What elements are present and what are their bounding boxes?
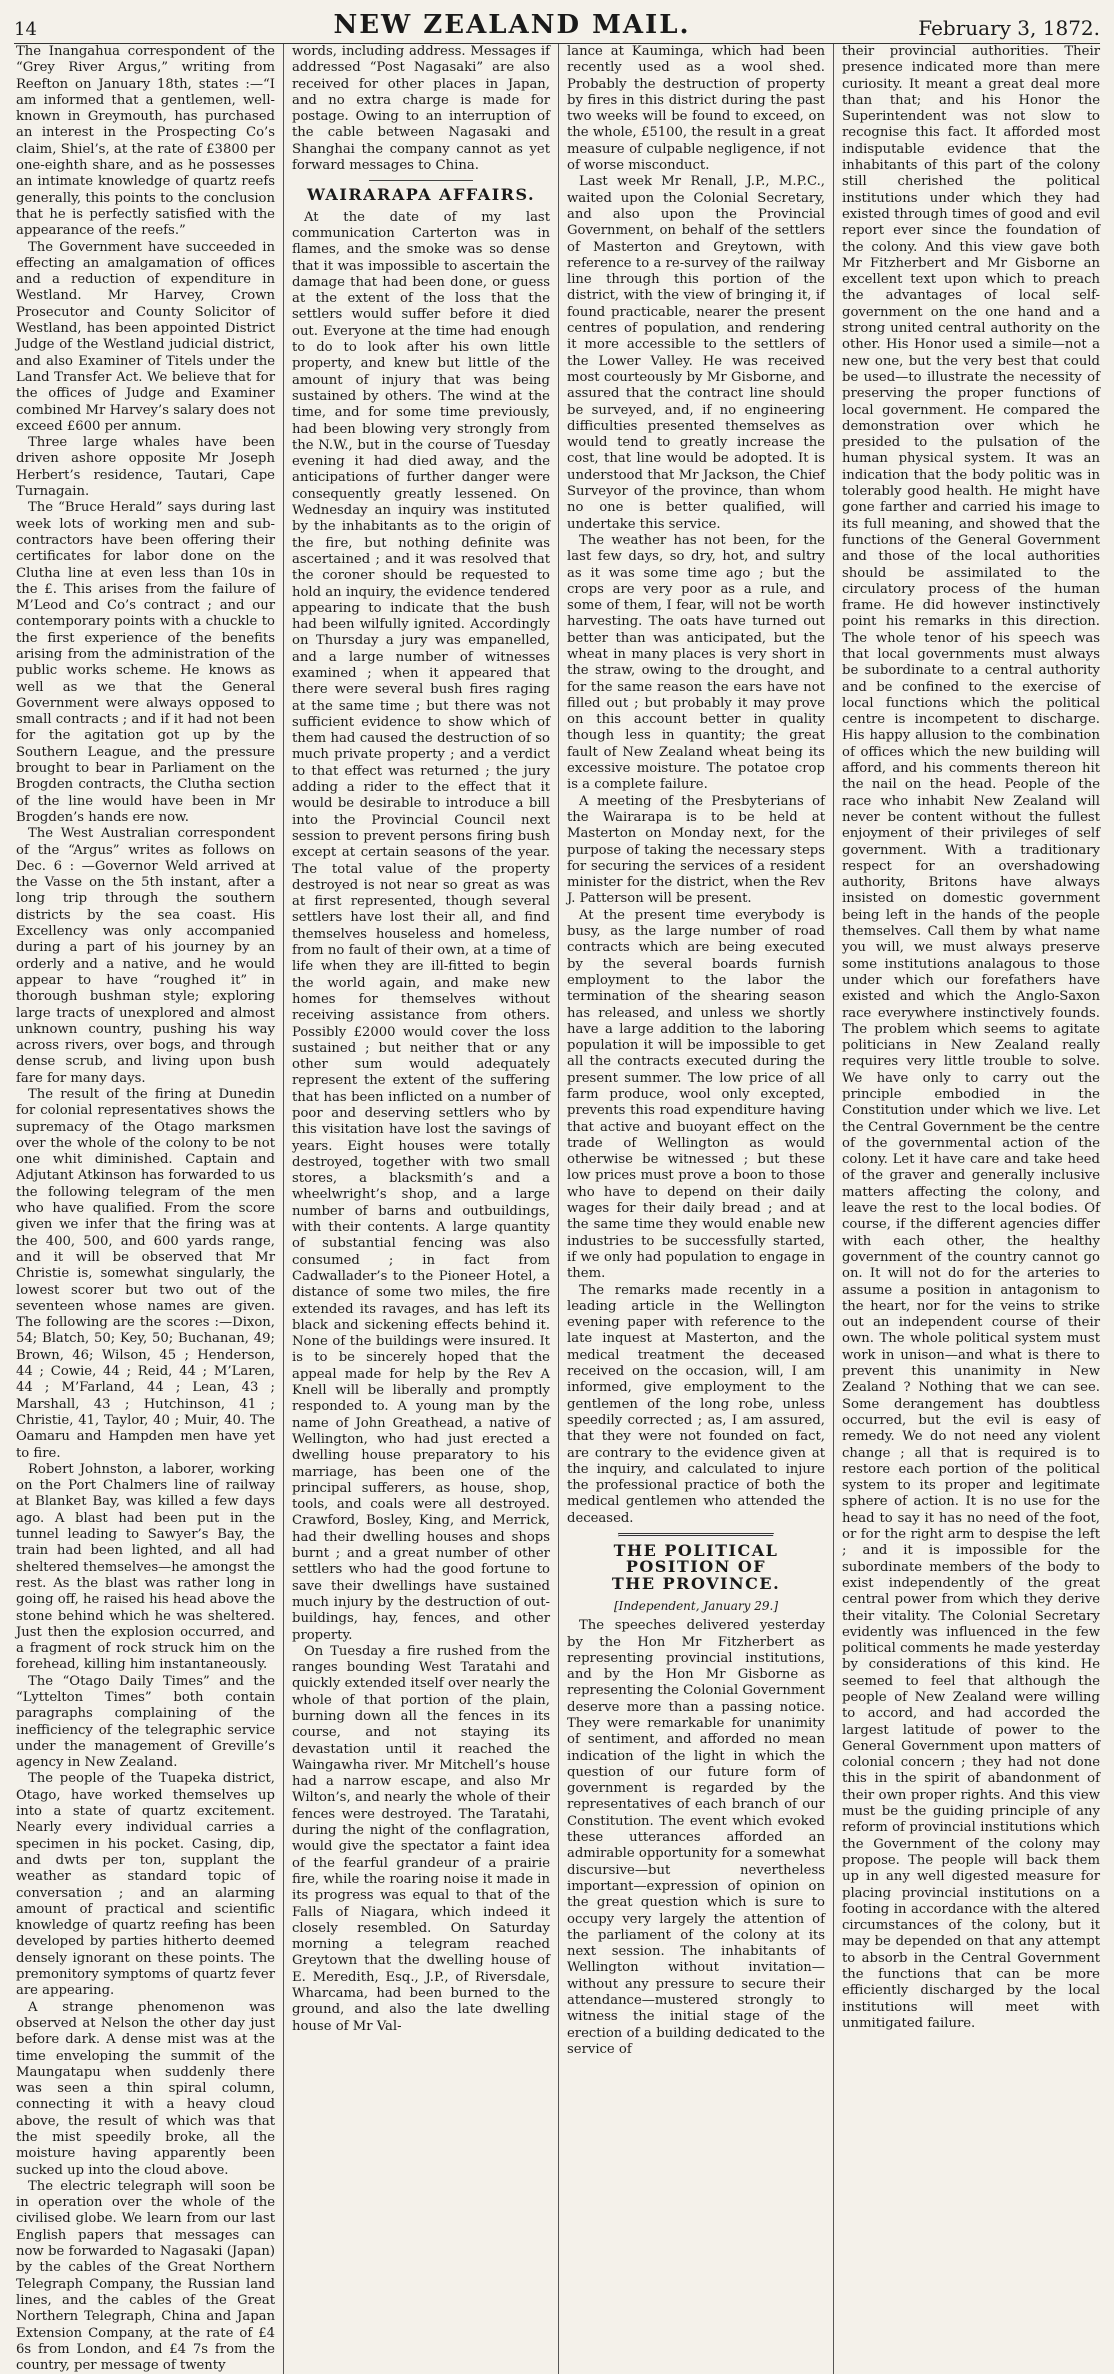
news-paragraph: Three large whales have been driven ashore opposite Mr Joseph Herbert’s residence, Tautari, Cape Turnagain. (16, 435, 275, 500)
news-paragraph: A strange phenomenon was observed at Nelson the other day just before dark. A dense mist was at the time enveloping the summit of the Maungatapu when suddenly there was seen a thin spiral column, connecting it with a heavy cloud above, the result of which was that the mist speedily broke, all the moisture having apparently been sucked up into the cloud above. (16, 1999, 275, 2178)
article-heading (567, 1543, 825, 1592)
article-paragraph: The speeches delivered yesterday by the Hon Mr Fitzherbert as representing provincial institutions, and by the Hon Mr Gisborne as representing the Colonial Government deserve more than a passing notice. They were remarkable for unanimity of sentiment, and afforded no mean indication of the light in which the question of our future form of government is regarded by the representatives of each branch of our Constitution. The event which evoked these utterances afforded an admirable opportunity for a somewhat discursive—but nevertheless important—expression of opinion on the great question which is sure to occupy very largely the attention of the parliament of the colony at its next session. The inhabitants of Wellington without invitation—without any pressure to secure their attendance—mustered strongly to witness the initial stage of the erection of a building dedicated to the service of (567, 1618, 825, 2057)
article-heading: WAIRARAPA AFFAIRS. (306, 185, 536, 205)
page-number: 14 (14, 19, 37, 40)
heading-line: THE POLITICAL POSITION OF (613, 1541, 779, 1577)
article-columns (8, 44, 1108, 2374)
article-paragraph: On Tuesday a fire rushed from the ranges bounding West Taratahi and quickly extended itself over nearly the whole of that portion of the plain, burning down all the fences in its course, and not staying its devastation until it reached the Waingawha river. Mr Mitchell’s house had a narrow escape, and also Mr Wilton’s, and nearly the whole of their fences were destroyed. The Taratahi, during the night of the conflagration, would give the spectator a faint idea of the fearful grandeur of a prairie fire, while the roaring noise it made in its progress was equal to that of the Falls of Niagara, which indeed it closely resembled. On Saturday morning a telegram reached Greytown that the dwelling house of E. Meredith, Esq., J.P., of Riversdale, Wharcama, had been burned to the ground, and also the late dwelling house of Mr Val- (292, 1643, 550, 2034)
news-paragraph: The electric telegraph will soon be in operation over the whole of the civilised globe. We learn from our last English papers that messages can now be forwarded to Nagasaki (Japan) by the cables of the Great Northern Telegraph Company, the Russian land lines, and the cables of the Great Northern Telegraph, China and Japan Extension Company, at the rate of £4 6s from London, and £4 7s from the country, per message of twenty (16, 2178, 275, 2374)
column-1 (8, 44, 283, 2374)
masthead (14, 6, 1100, 44)
news-paragraph: words, including address. Messages if addressed “Post Nagasaki” are also received for other places in Japan, and no extra charge is made for postage. Owing to an interruption of the cable between Nagasaki and Shanghai the company cannot as yet forward messages to China. (292, 44, 550, 174)
article-paragraph: The weather has not been, for the last few days, so dry, hot, and sultry as it was some time ago ; but the crops are very poor as a rule, and some of them, I fear, will not be worth harvesting. The oats have turned out better than was anticipated, but the wheat in many places is very short in the straw, owing to the drought, and for the same reason the ears have not filled out ; but probably it may prove on this account better in quality though less in quantity; the great fault of New Zealand wheat being its excessive moisture. The potatoe crop is a complete failure. (567, 532, 825, 793)
news-paragraph: The Inangahua correspondent of the “Grey River Argus,” writing from Reefton on January 18th, states :—“I am informed that a gentlemen, well-known in Greymouth, has purchased an interest in the Prospecting Co’s claim, Shiel’s, at the rate of £3800 per one-eighth share, and as he possesses an intimate knowledge of quartz reefs generally, this points to the conclusion that he is perfectly satisfied with the appearance of the reefs.” (16, 44, 275, 239)
article-byline: [Independent, January 29.] (613, 1598, 779, 1613)
column-2 (283, 44, 558, 2374)
news-paragraph: The West Australian correspondent of the “Argus” writes as follows on Dec. 6 : —Governor Weld arrived at the Vasse on the 5th instant, after a long trip through the southern districts by the sea coast. His Excellency was only accompanied during a part of his journey by an orderly and a native, and he would appear to have “roughed it” in thorough bushman style; exploring large tracts of unexplored and almost unknown country, pushing his way across rivers, over bogs, and through dense scrub, and living upon bush fare for many days. (16, 826, 275, 1086)
column-4 (833, 44, 1108, 2374)
issue-date: February 3, 1872. (918, 16, 1100, 40)
article-paragraph: lance at Kauminga, which had been recently used as a wool shed. Probably the destruction of property by fires in this district during the past two weeks will be found to exceed, on the whole, £5100, the result in a great measure of culpable negligence, if not of worse misconduct. (567, 44, 825, 174)
article-paragraph: At the present time everybody is busy, as the large number of road contracts which are being executed by the several boards furnish employment to the labor the termination of the shearing season has released, and unless we shortly have a large addition to the laboring population it will be impossible to get all the contracts executed during the present summer. The low price of all farm produce, wool only excepted, prevents this road expenditure having that active and buoyant effect on the trade of Wellington as would otherwise be witnessed ; but these low prices must prove a boon to those who have to depend on their daily wages for their daily bread ; and at the same time they would enable new industries to be successfully started, if we only had population to engage in them. (567, 907, 825, 1282)
heading-line: THE PROVINCE. (611, 1573, 781, 1593)
newspaper-title: NEW ZEALAND MAIL. (333, 10, 691, 40)
article-paragraph: their provincial authorities. Their presence indicated more than mere curiosity. It meant a great deal more than that; and his Honor the Superintendent was not slow to recognise this fact. It afforded most indisputable evidence that the inhabitants of this part of the colony still cherished the political institutions under which they had existed through times of good and evil report ever since the foundation of the colony. And this view gave both Mr Fitzherbert and Mr Gisborne an excellent text upon which to preach the advantages of local self-government on the one hand and a strong united central authority on the other. His Honor used a simile—not a new one, but the very best that could be used—to illustrate the necessity of preserving the proper functions of local government. He compared the demonstration over which he presided to the pulsation of the human physical system. It was an indication that the body politic was in tolerably good health. He might have gone farther and carried his image to its full meaning, and showed that the functions of the General Government and those of the local authorities should be assimilated to the circulatory process of the human frame. He did however instinctively point his remarks in this direction. The whole tenor of his speech was that local governments must always be subordinate to a central authority and be confined to the exercise of local functions which the political centre is incompetent to discharge. His happy allusion to the combination of offices which the new building will afford, and his comments thereon hit the nail on the head. People of the race who inhabit New Zealand will never be content without the fullest enjoyment of their privileges of self government. With a traditionary respect for an overshadowing authority, Britons have always insisted on domestic government being left in the hands of the people themselves. Call them by what name you will, we must always preserve some institutions analagous to those under which our forefathers have existed and which the Anglo-Saxon race everywhere instinctively founds. The problem which seems to agitate politicians in New Zealand really requires very little trouble to solve. We have only to carry out the principle embodied in the Constitution under which we live. Let the Central Government be the centre of the governmental action of the colony. Let it have care and take heed of the graver and generally inclusive matters affecting the colony, and leave the rest to the local bodies. Of course, if the different agencies differ with each other, the healthy government of the country cannot go on. It will not do for the arteries to assume a position in antagonism to the heart, nor for the veins to strike out an independent course of their own. The whole political system must work in unison—and what is there to prevent this unanimity in New Zealand ? Nothing that we can see. Some derangement has doubtless occurred, but the evil is easy of remedy. We do not need any violent change ; all that is required is to restore each portion of the political system to its proper and legitimate sphere of action. It is no use for the head to say it has no need of the foot, or for the right arm to despise the left ; and it is impossible for the subordinate members of the body to exist independently of the great central power from which they derive their vitality. The Colonial Secretary evidently was influenced in the few political comments he made yesterday by considerations of this kind. He seemed to feel that although the people of New Zealand were willing to accord, and had accorded the largest latitude of power to the General Government upon matters of colonial concern ; they had not done this in the spirit of abandonment of their own proper rights. And this view must be the guiding principle of any reform of provincial institutions which the Government of the colony may propose. The people will back them up in any well digested measure for placing provincial institutions on a footing in accordance with the altered circumstances of the colony, but it may be depended on that any attempt to absorb in the Central Government the functions that can be more efficiently discharged by the local institutions will meet with unmitigated failure. (842, 44, 1100, 2031)
article-paragraph: The remarks made recently in a leading article in the Wellington evening paper with reference to the late inquest at Masterton, and the medical treatment the deceased received on the occasion, will, I am informed, give employment to the gentlemen of the long robe, unless speedily corrected ; as, I am assured, that they were not founded on fact, are contrary to the evidence given at the inquiry, and calculated to injure the professional practice of both the medical gentlemen who attended the deceased. (567, 1282, 825, 1526)
article-paragraph: At the date of my last communication Carterton was in flames, and the smoke was so dense that it was impossible to ascertain the damage that had been done, or guess at the extent of the loss that the settlers would suffer before it died out. Everyone at the time had enough to do to look after his own little property, and knew but little of the amount of injury that was being sustained by others. The wind at the time, and for some time previously, had been blowing very strongly from the N.W., but in the course of Tuesday evening it had died away, and the anticipations of further danger were consequently greatly lessened. On Wednesday an inquiry was instituted by the inhabitants as to the origin of the fire, but nothing definite was ascertained ; and it was resolved that the coroner should be requested to hold an inquiry, the evidence tendered appearing to indicate that the bush had been wilfully ignited. Accordingly on Thursday a jury was empanelled, and a large number of witnesses examined ; when it appeared that there were several bush fires raging at the same time ; but there was not sufficient evidence to show which of them had caused the destruction of so much private property ; and a verdict to that effect was returned ; the jury adding a rider to the effect that it would be desirable to introduce a bill into the Provincial Council next session to prevent persons firing bush except at certain seasons of the year. The total value of the property destroyed is not near so great as was at first represented, though several settlers have lost their all, and find themselves houseless and homeless, from no fault of their own, at a time of life when they are ill-fitted to begin the world again, and make new homes for themselves without receiving assistance from others. Possibly £2000 would cover the loss sustained ; but neither that or any other sum would adequately represent the extent of the suffering that has been inflicted on a number of poor and deserving settlers who by this visitation have lost the savings of years. Eight houses were totally destroyed, together with two small stores, a blacksmith’s and a wheelwright’s shop, and a large number of barns and outbuildings, with their contents. A large quantity of substantial fencing was also consumed ; in fact from Cadwallader’s to the Pioneer Hotel, a distance of some two miles, the fire extended its ravages, and has left its black and sickening effects behind it. None of the buildings were insured. It is to be sincerely hoped that the appeal made for help by the Rev A Knell will be liberally and promptly responded to. A young man by the name of John Greathead, a native of Wellington, who had just erected a dwelling house preparatory to his marriage, has been one of the principal sufferers, as house, shop, tools, and coals were all destroyed. Crawford, Bosley, King, and Merrick, had their dwelling houses and shops burnt ; and a great number of other settlers who had the good fortune to save their dwellings have sustained much injury by the destruction of out-buildings, hay, fences, and other property. (292, 209, 550, 1643)
column-3 (558, 44, 833, 2374)
news-paragraph: The “Bruce Herald” says during last week lots of working men and sub-contractors have been offering their certificates for labor done on the Clutha line at even less than 10s in the £. This arises from the failure of M’Leod and Co’s contract ; and our contemporary points with a chuckle to the first experience of the benefits arising from the administration of the public works scheme. He knows as well as we that the General Government were always opposed to small contracts ; and if it had not been for the agitation got up by the Southern League, and the pressure brought to bear in Parliament on the Brogden contracts, the Clutha section of the line would have been in Mr Brogden’s hands ere now. (16, 500, 275, 825)
news-paragraph: The Government have succeeded in effecting an amalgamation of offices and a reduction of expenditure in Westland. Mr Harvey, Crown Prosecutor and County Solicitor of Westland, has been appointed District Judge of the Westland judicial district, and also Examiner of Titels under the Land Transfer Act. We believe that for the offices of Judge and Examiner combined Mr Harvey’s salary does not exceed £600 per annum. (16, 239, 275, 434)
divider (369, 180, 472, 181)
article-paragraph: Last week Mr Renall, J.P., M.P.C., waited upon the Colonial Secretary, and also upon the Provincial Government, on behalf of the settlers of Masterton and Greytown, with reference to a re-survey of the railway line through this portion of the district, with the view of bringing it, if found practicable, nearer the present centres of population, and rendering it more accessible to the settlers of the Lower Valley. He was received most courteously by Mr Gisborne, and assured that the contract line should be surveyed, and, if no engineering difficulties presented themselves as would tend to greatly increase the cost, that line would be adopted. It is understood that Mr Jackson, the Chief Surveyor of the province, than whom no one is better qualified, will undertake this service. (567, 174, 825, 532)
article-paragraph: A meeting of the Presbyterians of the Wairarapa is to be held at Masterton on Monday next, for the purpose of taking the necessary steps for securing the services of a resident minister for the district, when the Rev J. Patterson will be present. (567, 793, 825, 907)
news-paragraph: The result of the firing at Dunedin for colonial representatives shows the supremacy of the Otago marksmen over the whole of the colony to be not one whit diminished. Captain and Adjutant Atkinson has forwarded to us the following telegram of the men who have qualified. From the score given we infer that the firing was at the 400, 500, and 600 yards range, and it will be observed that Mr Christie is, somewhat singularly, the lowest scorer but two out of the seventeen whose names are given. The following are the scores :—Dixon, 54; Blatch, 50; Key, 50; Buchanan, 49; Brown, 46; Wilson, 45 ; Henderson, 44 ; Cowie, 44 ; Reid, 44 ; M’Laren, 44 ; M’Farland, 44 ; Lean, 43 ; Marshall, 43 ; Hutchinson, 41 ; Christie, 41, Taylor, 40 ; Muir, 40. The Oamaru and Hampden men have yet to fire. (16, 1087, 275, 1461)
news-paragraph: The “Otago Daily Times” and the “Lyttelton Times” both contain paragraphs complaining of the inefficiency of the telegraphic service under the management of Greville’s agency in New Zealand. (16, 1673, 275, 1771)
news-paragraph: Robert Johnston, a laborer, working on the Port Chalmers line of railway at Blanket Bay, was killed a few days ago. A blast had been put in the tunnel leading to Sawyer’s Bay, the train had been lighted, and all had sheltered themselves—he amongst the rest. As the blast was rather long in going off, he raised his head above the stone behind which he was sheltered. Just then the explosion occurred, and a fragment of rock struck him on the forehead, killing him instantaneously. (16, 1461, 275, 1673)
news-paragraph: The people of the Tuapeka district, Otago, have worked themselves up into a state of quartz excitement. Nearly every individual carries a specimen in his pocket. Casing, dip, and dwts per ton, supplant the weather as standard topic of conversation ; and an alarming amount of practical and scientific knowledge of quartz reefing has been developed by parties hitherto deemed densely ignorant on these points. The premonitory symptoms of quartz fever are appearing. (16, 1771, 275, 1999)
divider (618, 1533, 775, 1537)
